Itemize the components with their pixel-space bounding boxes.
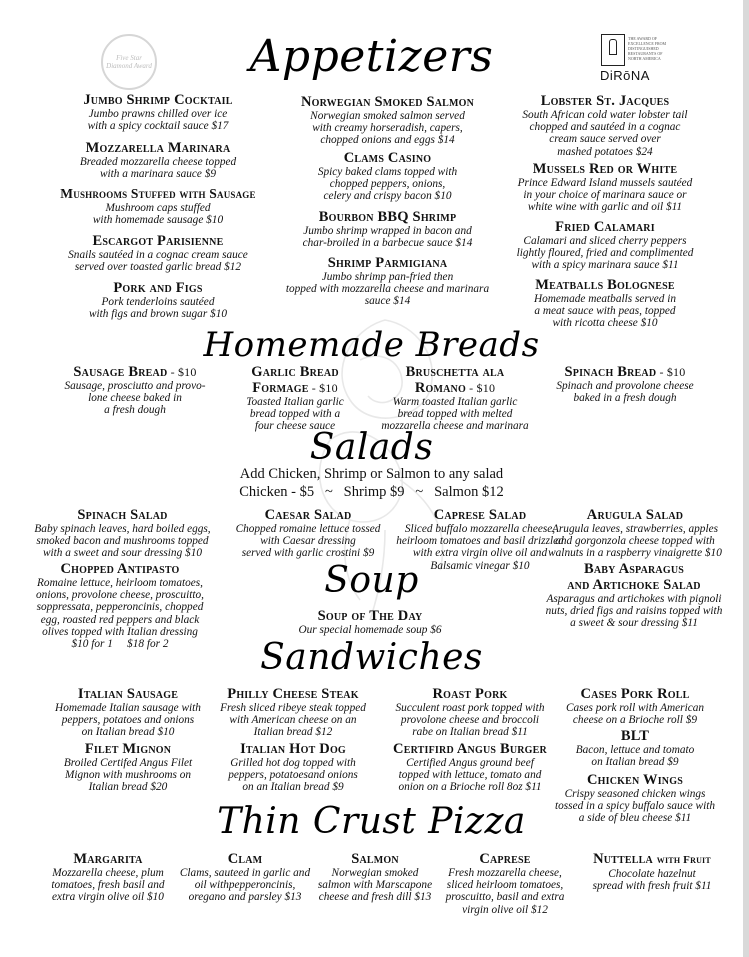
- menu-item: Escargot Parisienne Snails sautéed in a cognac cream sauce served over toasted garlic bread $12: [18, 233, 298, 273]
- menu-item: Clams Casino Spicy baked clams topped with chopped peppers, onions, celery and crispy bacon $10: [255, 150, 520, 203]
- item-name: Certifird Angus Burger: [393, 741, 547, 757]
- salad-addon-line: Add Chicken, Shrimp or Salmon to any salad: [239, 466, 504, 482]
- item-name: Mussels Red or White: [532, 161, 678, 177]
- item-name: Norwegian Smoked Salmon: [300, 94, 475, 110]
- item-name: Margarita: [73, 851, 143, 867]
- appetizers-heading: Appetizers: [249, 31, 494, 82]
- item-name: Cases Pork Roll: [580, 686, 690, 702]
- menu-item: Bruschetta ala Romano - $10 Warm toasted Italian garlic bread topped with melted mozzarella cheese and marinara: [365, 364, 545, 433]
- item-name: Soup of The Day: [317, 608, 423, 624]
- menu-item: Salmon Norwegian smoked salmon with Marscapone cheese and fresh dill $13: [295, 851, 455, 904]
- menu-item: Caprese Fresh mozzarella cheese, sliced heirloom tomatoes, proscuitto, basil and extra virgin olive oil $12: [420, 851, 590, 916]
- item-name: Pork and Figs: [113, 280, 203, 296]
- item-name: Bruschetta ala: [405, 364, 505, 380]
- menu-item: Shrimp Parmigiana Jumbo shrimp pan-fried then topped with mozzarella cheese and marinara sauce $14: [255, 255, 520, 308]
- menu-item: Lobster St. Jacques South African cold water lobster tail chopped and sautéed in a cognac cream sauce served over mashed potatoes $24: [470, 93, 740, 158]
- item-name: BLT: [620, 728, 650, 744]
- dirona-logo: DiRōNA: [600, 68, 650, 83]
- menu-item: Clam Clams, sauteed in garlic and oil withpepperoncinis, oregano and parsley $13: [165, 851, 325, 904]
- item-name: Shrimp Parmigiana: [327, 255, 448, 271]
- menu-item: Margarita Mozzarella cheese, plum tomatoes, fresh basil and extra virgin olive oil $10: [18, 851, 198, 904]
- sandwiches-heading: Sandwiches: [260, 637, 483, 678]
- menu-item: Certifird Angus Burger Certified Angus ground beef topped with lettuce, tomato and onion on a Brioche roll 8oz $11: [370, 741, 570, 794]
- item-name: Formage - $10: [252, 380, 338, 396]
- item-name: Salmon: [351, 851, 399, 867]
- award-seal-logo: Five Star Diamond Award: [101, 34, 157, 90]
- menu-item: Pork and Figs Pork tenderloins sautéed with figs and brown sugar $10: [18, 280, 298, 320]
- menu-item: Baby Asparagus and Artichoke Salad Asparagus and artichokes with pignoli nuts, dried figs and raisins topped with a sweet & sour dressing $11: [528, 561, 740, 630]
- item-name: Roast Pork: [432, 686, 508, 702]
- menu-item: Norwegian Smoked Salmon Norwegian smoked salmon served with creamy horseradish, capers, chopped onions and eggs $14: [255, 94, 520, 147]
- menu-item: Soup of The Day Our special homemade soup $6: [270, 608, 470, 636]
- item-name: Bourbon BBQ Shrimp: [318, 209, 457, 225]
- salad-addon-prices: Chicken - $5 ~ Shrimp $9 ~ Salmon $12: [239, 484, 504, 500]
- menu-item: Jumbo Shrimp Cocktail Jumbo prawns chilled over ice with a spicy cocktail sauce $17: [18, 92, 298, 132]
- menu-item: Roast Pork Succulent roast pork topped with provolone cheese and broccoli rabe on Italian bread $11: [370, 686, 570, 739]
- menu-item: Cases Pork Roll Cases pork roll with American cheese on a Brioche roll $9: [530, 686, 740, 726]
- item-name: Fried Calamari: [555, 219, 655, 235]
- item-name: Mushrooms Stuffed with Sausage: [60, 186, 256, 201]
- menu-item: Filet Mignon Broiled Certifed Angus Filet Mignon with mushrooms on Italian bread $20: [28, 741, 228, 794]
- menu-item: Sausage Bread - $10 Sausage, prosciutto and provo- lone cheese baked in a fresh dough: [40, 364, 230, 417]
- menu-item: Spinach Salad Baby spinach leaves, hard boiled eggs, smoked bacon and mushrooms topped with a sweet and sour dressing $10: [15, 507, 230, 560]
- item-name: Italian Sausage: [77, 686, 179, 702]
- menu-item: Philly Cheese Steak Fresh sliced ribeye steak topped with American cheese on an Italian bread $12: [200, 686, 386, 739]
- item-name: and Artichoke Salad: [567, 577, 701, 593]
- menu-item: Fried Calamari Calamari and sliced cherry peppers lightly floured, fried and complimented with a spicy marinara sauce $11: [470, 219, 740, 272]
- menu-item: Chopped Antipasto Romaine lettuce, heirloom tomatoes, onions, provolone cheese, proscuitto, soppressata, pepperoncinis, chopped egg, roasted red peppers and black olives topped with Italian dressing $10 for 1 $18 for 2: [15, 561, 225, 650]
- item-name: Sausage Bread - $10: [73, 364, 197, 380]
- item-name: Arugula Salad: [586, 507, 684, 523]
- menu-item: Mussels Red or White Prince Edward Island mussels sautéed in your choice of marinara sauce or white wine with garlic and oil $11: [470, 161, 740, 214]
- menu-item: BLT Bacon, lettuce and tomato on Italian bread $9: [530, 728, 740, 768]
- dirona-fine-print: THE AWARD OF EXCELLENCE FROM DISTINGUISHED RESTAURANTS OF NORTH AMERICA: [628, 36, 667, 61]
- item-name: Caprese Salad: [433, 507, 527, 523]
- item-name: Spinach Bread - $10: [564, 364, 686, 380]
- item-name: Caesar Salad: [264, 507, 352, 523]
- menu-item: Caprese Salad Sliced buffalo mozzarella cheese, heirloom tomatoes and basil drizzled with extra virgin olive oil and Balsamic vinegar $10: [380, 507, 580, 572]
- item-name: Chicken Wings: [587, 772, 683, 788]
- item-name: Garlic Bread: [251, 364, 339, 380]
- menu-item: Garlic Bread Formage - $10 Toasted Italian garlic bread topped with a four cheese sauce: [215, 364, 375, 433]
- item-name: Filet Mignon: [84, 741, 172, 757]
- item-name: Italian Hot Dog: [240, 741, 346, 757]
- item-name: Clams Casino: [343, 150, 432, 166]
- item-name: Chopped Antipasto: [60, 561, 180, 577]
- item-name: Jumbo Shrimp Cocktail: [83, 92, 233, 108]
- item-name: Baby Asparagus: [583, 561, 685, 577]
- breads-heading: Homemade Breads: [203, 325, 540, 365]
- menu-item: Chicken Wings Crispy seasoned chicken wings tossed in a spicy buffalo sauce with a side of bleu cheese $11: [530, 772, 740, 825]
- menu-item: Italian Hot Dog Grilled hot dog topped with peppers, potatoesand onions on an Italian bread $9: [200, 741, 386, 794]
- item-name: Meatballs Bolognese: [535, 277, 675, 293]
- pizza-heading: Thin Crust Pizza: [217, 801, 526, 842]
- item-name: Clam: [227, 851, 263, 867]
- item-name: Caprese: [479, 851, 531, 867]
- menu-item: Mozzarella Marinara Breaded mozzarella cheese topped with a marinara sauce $9: [18, 140, 298, 180]
- menu-item: Italian Sausage Homemade Italian sausage with peppers, potatoes and onions on Italian bread $10: [28, 686, 228, 739]
- salads-heading: Salads: [309, 427, 434, 468]
- menu-item: Caesar Salad Chopped romaine lettuce tossed with Caesar dressing served with garlic crostini $9: [218, 507, 398, 560]
- menu-item: Mushrooms Stuffed with Sausage Mushroom caps stuffed with homemade sausage $10: [18, 186, 298, 226]
- item-name: Escargot Parisienne: [92, 233, 224, 249]
- menu-item: Meatballs Bolognese Homemade meatballs served in a meat sauce with peas, topped with ricotta cheese $10: [470, 277, 740, 330]
- item-name: Mozzarella Marinara: [85, 140, 231, 156]
- menu-item: Nuttella with Fruit Chocolate hazelnut spread with fresh fruit $11: [562, 851, 742, 892]
- menu-item: Arugula Salad Arugula leaves, strawberries, apples and gorgonzola cheese topped with walnuts in a raspberry vinaigrette $10: [530, 507, 740, 560]
- menu-item: Bourbon BBQ Shrimp Jumbo shrimp wrapped in bacon and char-broiled in a barbecue sauce $14: [255, 209, 520, 249]
- soup-heading: Soup: [324, 560, 419, 601]
- item-name: Philly Cheese Steak: [227, 686, 359, 702]
- item-name: Lobster St. Jacques: [540, 93, 670, 109]
- menu-item: Spinach Bread - $10 Spinach and provolone cheese baked in a fresh dough: [525, 364, 725, 404]
- item-name: Nuttella with Fruit: [593, 851, 711, 867]
- item-name: Spinach Salad: [77, 507, 168, 523]
- item-name: Romano - $10: [414, 380, 496, 396]
